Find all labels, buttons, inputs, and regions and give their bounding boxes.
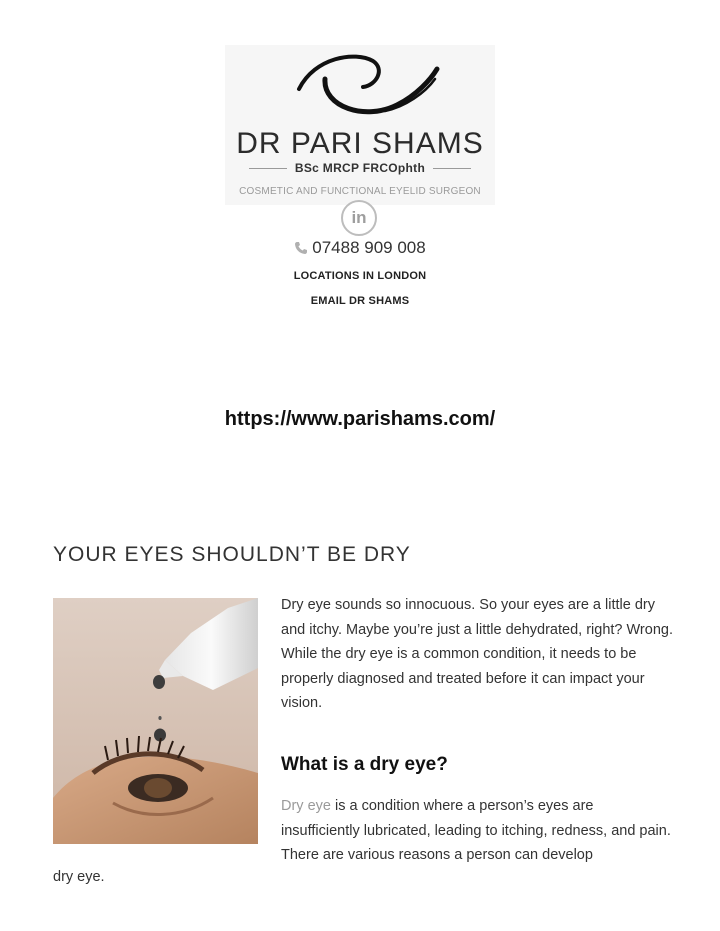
dry-eye-link[interactable]: Dry eye <box>281 798 331 814</box>
divider <box>433 168 471 169</box>
logo-tagline: COSMETIC AND FUNCTIONAL EYELID SURGEON <box>239 186 481 197</box>
logo[interactable] <box>225 45 495 205</box>
article-intro: Dry eye sounds so innocuous. So your eyes are a little dry and itchy. Maybe you’re just a little dehydrated, right? Wrong. While the dry eye is a common condition, it needs to be properly diagnosed and treated before it can impact your vision. <box>281 597 673 712</box>
locations-link[interactable]: LOCATIONS IN LONDON <box>293 270 427 282</box>
logo-qualifications: BSc MRCP FRCOphth <box>294 161 426 175</box>
definition-tail: dry eye. <box>53 869 105 885</box>
linkedin-icon[interactable] <box>341 200 377 236</box>
eye-logo-icon <box>285 49 445 121</box>
email-link[interactable]: EMAIL DR SHAMS <box>310 295 410 307</box>
eye-drop-photo <box>53 598 258 844</box>
phone-number: 07488 909 008 <box>312 238 426 257</box>
article-definition <box>281 794 676 868</box>
linkedin-label: in <box>351 208 367 227</box>
logo-qualifications-row <box>225 160 495 176</box>
article-subheading: What is a dry eye? <box>281 754 448 775</box>
divider <box>249 168 287 169</box>
phone-link[interactable] <box>0 238 720 258</box>
article-title: YOUR EYES SHOULDN’T BE DRY <box>53 543 411 566</box>
phone-icon <box>294 241 308 255</box>
website-url-link[interactable]: https://www.parishams.com/ <box>224 408 496 430</box>
definition-text: is a condition where a person’s eyes are insufficiently lubricated, leading to itching, redness, and pain. There are various reasons a person can develop <box>281 798 671 864</box>
logo-name: DR PARI SHAMS <box>236 127 484 160</box>
